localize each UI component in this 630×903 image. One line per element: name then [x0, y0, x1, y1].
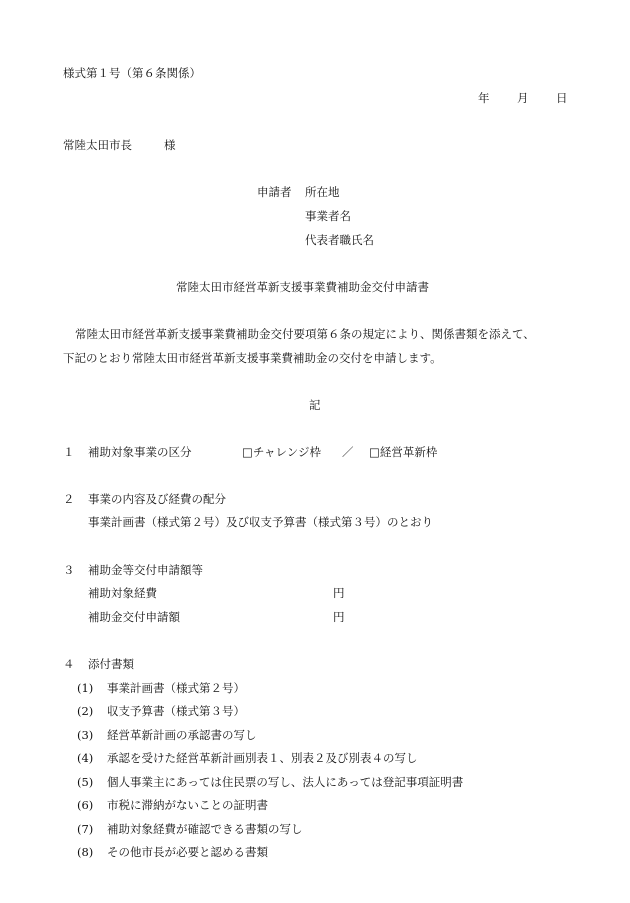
- form-number: 様式第１号（第６条関係）: [63, 66, 201, 80]
- date-month-label: 月: [517, 91, 529, 105]
- option-separator: ／: [342, 445, 354, 459]
- request-amount-unit: 円: [333, 610, 345, 624]
- attachment-text: 補助対象経費が確認できる書類の写し: [107, 822, 303, 836]
- attachment-text: 市税に滞納がないことの証明書: [107, 798, 268, 812]
- attachment-num: (2): [77, 704, 94, 718]
- attachment-num: (1): [77, 681, 94, 695]
- attachment-text: 収支予算書（様式第３号）: [107, 704, 245, 718]
- request-amount-label: 補助金交付申請額: [88, 610, 180, 624]
- addressee-honorific: 様: [164, 138, 176, 152]
- section-2-detail: 事業計画書（様式第２号）及び収支予算書（様式第３号）のとおり: [88, 515, 433, 529]
- section-4-label: 添付書類: [88, 657, 134, 671]
- attachment-text: 事業計画書（様式第２号）: [107, 681, 245, 695]
- section-4-number: ４: [63, 657, 75, 671]
- section-3-label: 補助金等交付申請額等: [88, 563, 203, 577]
- section-3-number: ３: [63, 563, 75, 577]
- expense-unit: 円: [333, 586, 345, 600]
- attachment-num: (8): [77, 845, 94, 859]
- section-2-label: 事業の内容及び経費の配分: [88, 492, 226, 506]
- ki-heading: 記: [309, 398, 321, 412]
- date-year-label: 年: [478, 91, 490, 105]
- section-1-number: １: [63, 445, 75, 459]
- attachment-num: (5): [77, 775, 94, 789]
- applicant-label: 申請者: [257, 185, 292, 199]
- attachment-text: 経営革新計画の承認書の写し: [107, 728, 257, 742]
- attachment-num: (4): [77, 751, 94, 765]
- section-1-label: 補助対象事業の区分: [88, 445, 192, 459]
- applicant-address-label: 所在地: [305, 185, 340, 199]
- expense-label: 補助対象経費: [88, 586, 157, 600]
- addressee-name: 常陸太田市長: [63, 138, 132, 152]
- attachment-num: (3): [77, 728, 94, 742]
- body-line-1: 常陸太田市経営革新支援事業費補助金交付要項第６条の規定により、関係書類を添えて、: [75, 327, 535, 341]
- attachment-text: 個人事業主にあっては住民票の写し、法人にあっては登記事項証明書: [107, 775, 464, 789]
- attachment-text: その他市長が必要と認める書類: [107, 845, 268, 859]
- checkbox-keiei-kakushin[interactable]: □経営革新枠: [369, 445, 438, 459]
- date-day-label: 日: [556, 91, 568, 105]
- attachment-text: 承認を受けた経営革新計画別表１、別表２及び別表４の写し: [107, 751, 418, 765]
- attachment-num: (7): [77, 822, 94, 836]
- body-line-2: 下記のとおり常陸太田市経営革新支援事業費補助金の交付を申請します。: [63, 351, 442, 365]
- document-title: 常陸太田市経営革新支援事業費補助金交付申請書: [176, 280, 429, 294]
- attachment-num: (6): [77, 798, 94, 812]
- applicant-representative-label: 代表者職氏名: [305, 233, 374, 247]
- checkbox-challenge[interactable]: □チャレンジ枠: [242, 445, 321, 459]
- applicant-business-name-label: 事業者名: [305, 209, 351, 223]
- section-2-number: ２: [63, 492, 75, 506]
